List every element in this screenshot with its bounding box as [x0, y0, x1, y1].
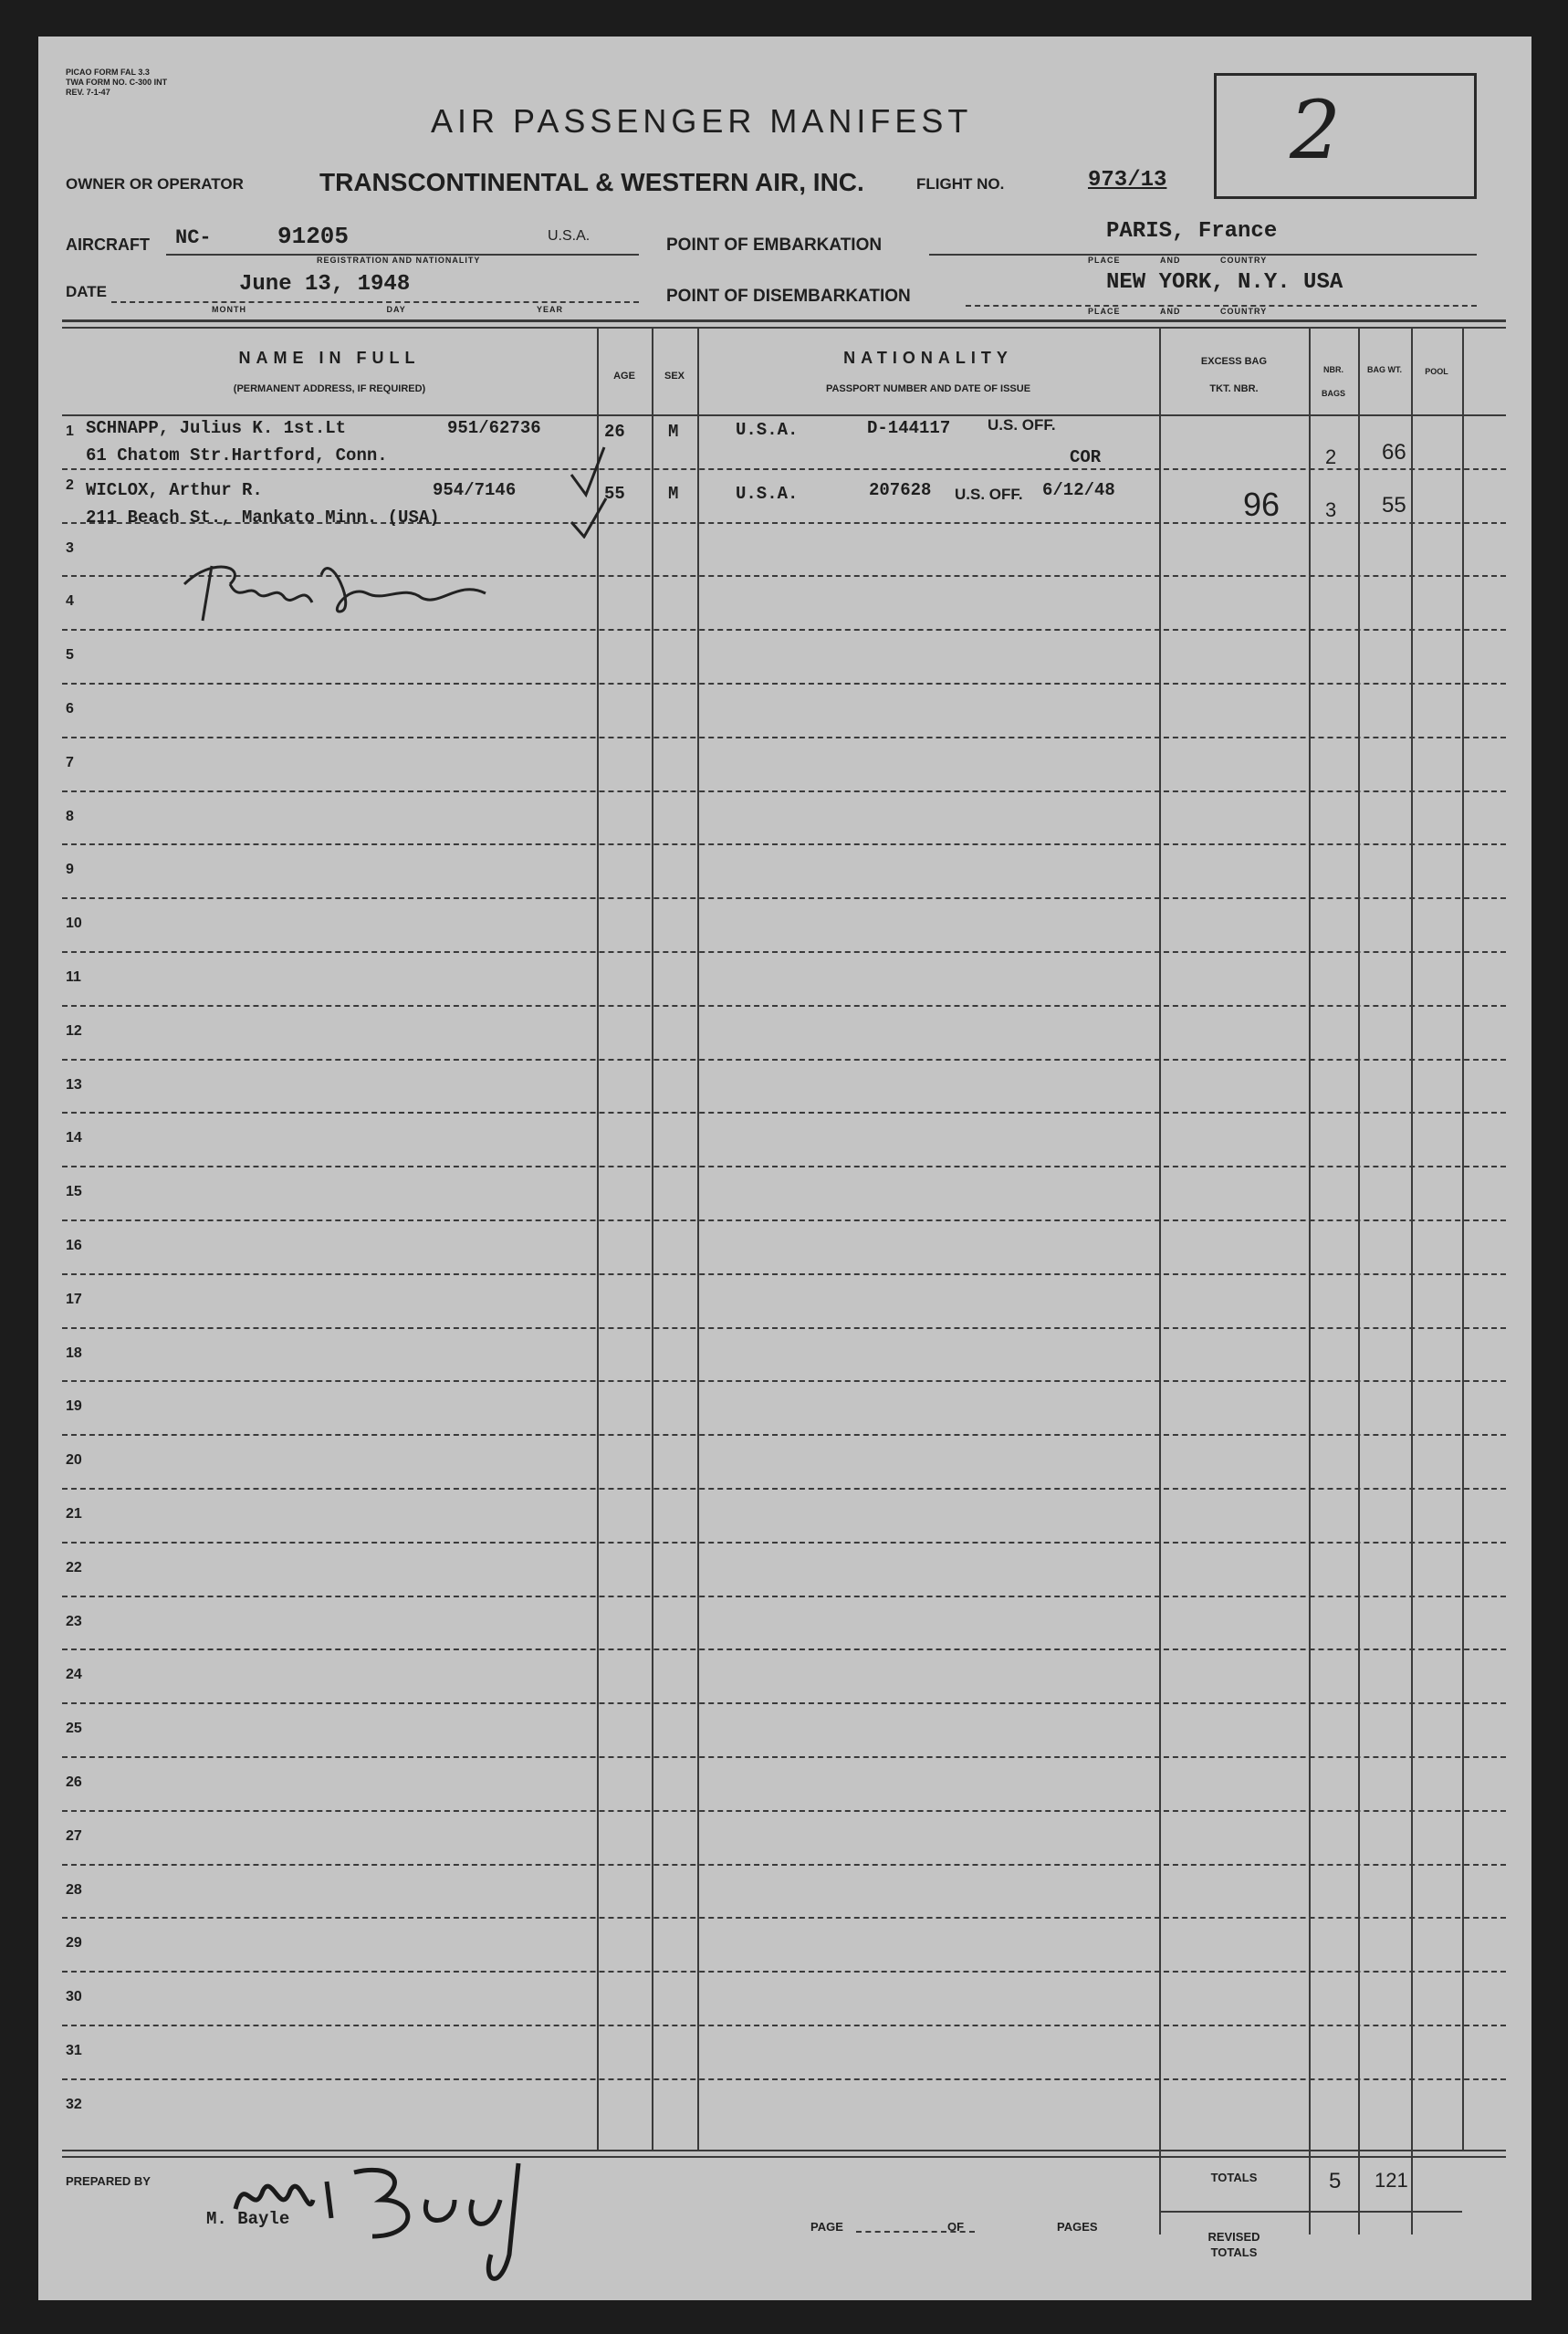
- col-weight-header: BAG WT.: [1367, 365, 1402, 374]
- passenger-passport: 207628: [869, 480, 932, 500]
- passenger-weight: 55: [1382, 493, 1406, 518]
- row-number: 19: [66, 1398, 82, 1415]
- caption-and: AND: [1160, 256, 1181, 265]
- passenger-sex: M: [668, 484, 679, 504]
- col-age-header: AGE: [613, 371, 635, 382]
- check-mark-icon: [571, 447, 604, 495]
- row-divider: [62, 2025, 1506, 2026]
- row-number: 23: [66, 1613, 82, 1629]
- caption-place: PLACE: [1088, 256, 1121, 265]
- row-divider: [62, 1542, 1506, 1544]
- registration-caption: REGISTRATION AND NATIONALITY: [317, 256, 481, 265]
- totals-bags: 5: [1329, 2169, 1342, 2193]
- row-divider: [62, 1810, 1506, 1812]
- row-number: 31: [66, 2043, 82, 2058]
- aircraft-label: AIRCRAFT: [66, 235, 150, 254]
- owner-name: TRANSCONTINENTAL & WESTERN AIR, INC.: [319, 168, 864, 196]
- check-mark-icon: [571, 498, 606, 537]
- revised-totals-word: TOTALS: [1210, 2245, 1258, 2259]
- passport-note: 6/12/48: [1042, 480, 1115, 500]
- check-marks: [564, 438, 619, 539]
- row-number: 13: [66, 1076, 82, 1093]
- row-number: 15: [66, 1184, 82, 1200]
- passenger-ticket: 954/7146: [433, 480, 517, 500]
- row-number: 9: [66, 862, 74, 878]
- row-divider: [62, 1380, 1506, 1382]
- pages-label: PAGES: [1057, 2220, 1098, 2234]
- row-number: 12: [66, 1022, 82, 1039]
- caption-year: YEAR: [537, 305, 564, 314]
- row-number: 16: [66, 1238, 82, 1253]
- row-divider: [62, 1273, 1506, 1275]
- col-nationality-header: NATIONALITY: [843, 349, 1013, 367]
- page-label: PAGE: [810, 2220, 843, 2234]
- row-number: 6: [66, 701, 74, 717]
- official-stamp: U.S. OFF.: [988, 416, 1056, 434]
- col-pool-header: POOL: [1425, 367, 1448, 376]
- row-divider: [62, 1434, 1506, 1436]
- row-number: 2: [66, 476, 74, 493]
- row-number: 25: [66, 1721, 82, 1737]
- row-divider: [62, 951, 1506, 953]
- row-number: 1: [66, 424, 74, 439]
- col-nationality-sub: PASSPORT NUMBER AND DATE OF ISSUE: [825, 383, 1031, 394]
- flight-number: 973/13: [1088, 168, 1167, 193]
- aircraft-number: 91205: [277, 223, 350, 250]
- totals-label: TOTALS: [1210, 2171, 1258, 2184]
- form-id-2: TWA FORM NO. C-300 INT: [66, 78, 168, 87]
- excess-ticket: 96: [1243, 486, 1281, 523]
- prepared-by-label: PREPARED BY: [66, 2174, 151, 2188]
- row-number: 8: [66, 808, 74, 824]
- passenger-ticket: 951/62736: [447, 418, 541, 438]
- passenger-name: WICLOX, Arthur R.: [86, 480, 263, 500]
- row-divider: [62, 683, 1506, 685]
- row-divider: [62, 1219, 1506, 1221]
- row-number: 7: [66, 754, 74, 770]
- row-divider: [62, 1702, 1506, 1704]
- row-divider: [62, 1327, 1506, 1329]
- caption-place: PLACE: [1088, 307, 1121, 316]
- passenger-weight: 66: [1382, 440, 1406, 465]
- aircraft-country: U.S.A.: [548, 228, 591, 244]
- col-excess-header: EXCESS BAG: [1200, 356, 1268, 367]
- row-divider: [62, 843, 1506, 845]
- row-divider: [62, 1971, 1506, 1973]
- row-divider: [62, 1596, 1506, 1597]
- date-label: DATE: [66, 283, 108, 300]
- revised-totals-label: [1163, 2229, 1305, 2260]
- passenger-passport: D-144117: [867, 418, 951, 438]
- row-divider: [62, 1112, 1506, 1114]
- passenger-nationality: U.S.A.: [736, 484, 799, 504]
- row-number: 10: [66, 916, 82, 932]
- passenger-nationality: U.S.A.: [736, 420, 799, 440]
- of-label: OF: [947, 2220, 965, 2234]
- aircraft-prefix: NC-: [175, 226, 212, 249]
- passenger-sex: M: [668, 422, 679, 442]
- form-id-3: REV. 7-1-47: [66, 88, 110, 97]
- form-ids: [66, 68, 167, 98]
- row-number: 14: [66, 1130, 82, 1146]
- row-divider: [62, 1756, 1506, 1758]
- form-title: AIR PASSENGER MANIFEST: [431, 102, 973, 140]
- row-divider: [62, 468, 1506, 470]
- place-caption-1: [1088, 256, 1267, 265]
- passenger-address: 61 Chatom Str.Hartford, Conn.: [86, 445, 388, 466]
- row-number: 5: [66, 647, 74, 664]
- col-name-sub: (PERMANENT ADDRESS, IF REQUIRED): [233, 383, 426, 394]
- row-number: 20: [66, 1452, 82, 1469]
- caption-country: COUNTRY: [1220, 307, 1268, 316]
- col-sex-header: SEX: [664, 371, 685, 382]
- page-mark: 2: [1290, 83, 1341, 177]
- row-divider: [62, 1166, 1506, 1167]
- passenger-age: 55: [604, 484, 625, 504]
- page-mark-box: [1214, 73, 1477, 199]
- passport-note: COR: [1070, 447, 1102, 467]
- row-number: 3: [66, 539, 74, 556]
- row-number: 26: [66, 1774, 82, 1790]
- row-number: 22: [66, 1559, 82, 1575]
- row-divider: [62, 1648, 1506, 1650]
- date-caption: [212, 305, 613, 314]
- row-number: 30: [66, 1989, 82, 2005]
- revised-label: REVISED: [1207, 2230, 1260, 2244]
- row-number: 29: [66, 1935, 82, 1952]
- embark-label: POINT OF EMBARKATION: [666, 235, 883, 255]
- owner-label: OWNER OR OPERATOR: [66, 175, 244, 193]
- form-id-1: PICAO FORM FAL 3.3: [66, 68, 150, 77]
- row-number: 11: [66, 969, 81, 985]
- col-name-header: NAME IN FULL: [238, 349, 421, 367]
- place-caption-2: [1088, 307, 1267, 316]
- col-excess-sub: TKT. NBR.: [1209, 383, 1259, 394]
- col-bags-header: NBR. BAGS: [1321, 365, 1345, 398]
- caption-day: DAY: [386, 305, 406, 314]
- row-number: 17: [66, 1291, 82, 1307]
- row-number: 21: [66, 1506, 82, 1522]
- row-number: 4: [66, 593, 74, 610]
- passenger-address: 211 Beach St., Mankato Minn. (USA): [86, 508, 440, 528]
- row-number: 28: [66, 1881, 82, 1898]
- row-divider: [62, 1864, 1506, 1866]
- row-divider: [62, 1005, 1506, 1007]
- caption-and: AND: [1160, 307, 1181, 316]
- embark-value: PARIS, France: [1106, 219, 1278, 244]
- disembark-value: NEW YORK, N.Y. USA: [1106, 270, 1343, 295]
- row-number: 32: [66, 2096, 82, 2112]
- passenger-name: SCHNAPP, Julius K. 1st.Lt: [86, 418, 347, 438]
- row-divider: [62, 737, 1506, 738]
- row-divider: [62, 1917, 1506, 1919]
- caption-month: MONTH: [212, 305, 246, 314]
- official-stamp: U.S. OFF.: [955, 486, 1023, 503]
- row-divider: [62, 2078, 1506, 2080]
- passenger-age: 26: [604, 422, 625, 442]
- prepared-by-signature: [217, 2145, 601, 2300]
- row-number: 24: [66, 1667, 82, 1683]
- row-divider: [62, 897, 1506, 899]
- row-number: 27: [66, 1827, 82, 1844]
- caption-country: COUNTRY: [1220, 256, 1268, 265]
- date-value: June 13, 1948: [239, 272, 411, 297]
- row-divider: [62, 1059, 1506, 1061]
- passenger-bags: 3: [1325, 498, 1337, 521]
- disembark-label: POINT OF DISEMBARKATION: [666, 287, 911, 306]
- row-divider: [62, 1488, 1506, 1490]
- totals-weight: 121: [1375, 2169, 1408, 2192]
- row-number: 18: [66, 1345, 82, 1361]
- row-signature-scribble: [175, 529, 559, 630]
- flight-label: FLIGHT NO.: [916, 175, 1005, 193]
- row-divider: [62, 790, 1506, 792]
- manifest-sheet: [38, 37, 1531, 2300]
- prepared-by-name: M. Bayle: [206, 2209, 290, 2229]
- passenger-bags: 2: [1325, 445, 1337, 468]
